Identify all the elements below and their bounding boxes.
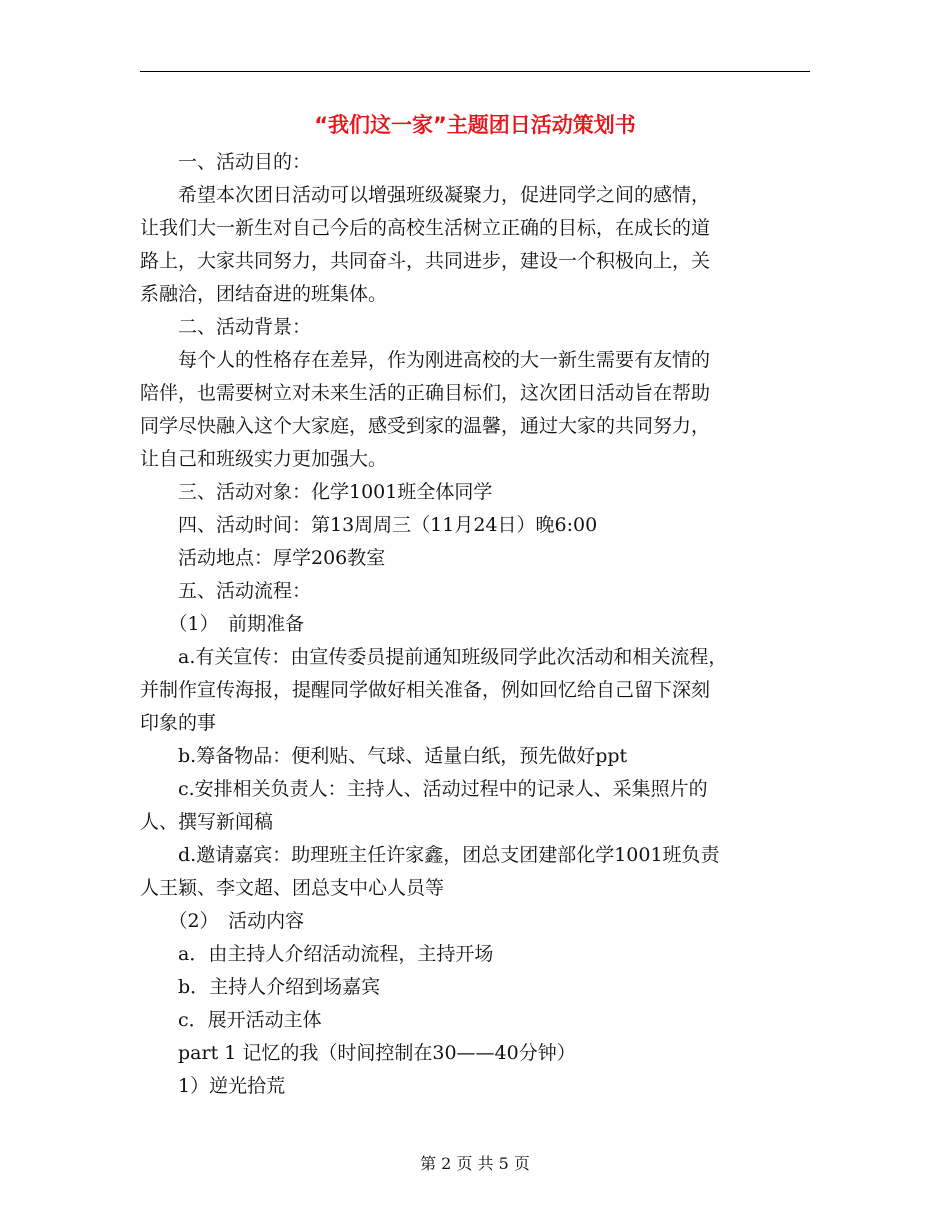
text-line: part 1 记忆的我（时间控制在30——40分钟） [140, 1042, 576, 1064]
text-line: 路上，大家共同努力，共同奋斗，共同进步，建设一个积极向上，关 [140, 250, 711, 272]
text-line: 希望本次团日活动可以增强班级凝聚力，促进同学之间的感情， [140, 184, 711, 206]
text-line: 系融洽，团结奋进的班集体。 [140, 283, 388, 305]
document-title: “我们这一家”主题团日活动策划书 [314, 113, 636, 137]
text-line: 一、活动目的： [140, 151, 312, 173]
text-line: 让我们大一新生对自己今后的高校生活树立正确的目标，在成长的道 [140, 217, 711, 239]
text-line: 陪伴，也需要树立对未来生活的正确目标们，这次团日活动旨在帮助 [140, 382, 711, 404]
header-rule [140, 71, 810, 72]
text-line: a.有关宣传：由宣传委员提前通知班级同学此次活动和相关流程， [140, 646, 728, 668]
text-line: c.安排相关负责人：主持人、活动过程中的记录人、采集照片的 [140, 778, 708, 800]
text-line: 二、活动背景： [140, 316, 312, 338]
text-line: 五、活动流程： [140, 580, 312, 602]
text-line: 印象的事 [140, 712, 217, 734]
text-line: 同学尽快融入这个大家庭，感受到家的温馨，通过大家的共同努力， [140, 415, 711, 437]
text-line: 人、撰写新闻稿 [140, 811, 274, 833]
text-line: （1） 前期准备 [140, 613, 305, 635]
text-line: 并制作宣传海报，提醒同学做好相关准备，例如回忆给自己留下深刻 [140, 679, 711, 701]
text-line: （2） 活动内容 [140, 910, 305, 932]
document-body [140, 146, 810, 1103]
text-line: 每个人的性格存在差异，作为刚进高校的大一新生需要有友情的 [140, 349, 711, 371]
text-line: 人王颖、李文超、团总支中心人员等 [140, 877, 445, 899]
text-line: 三、活动对象：化学1001班全体同学 [140, 481, 493, 503]
page-footer: 第 2 页 共 5 页 [420, 1154, 530, 1173]
text-line: 活动地点：厚学206教室 [140, 547, 386, 569]
text-line: a．由主持人介绍活动流程，主持开场 [140, 943, 494, 965]
text-line: c．展开活动主体 [140, 1009, 322, 1031]
text-line: b．主持人介绍到场嘉宾 [140, 976, 381, 998]
text-line: d.邀请嘉宾：助理班主任许家鑫，团总支团建部化学1001班负责 [140, 844, 720, 866]
text-line: 让自己和班级实力更加强大。 [140, 448, 388, 470]
text-line: 四、活动时间：第13周周三（11月24日）晚6:00 [140, 514, 598, 536]
text-line: b.筹备物品：便利贴、气球、适量白纸，预先做好ppt [140, 745, 628, 767]
text-line: 1）逆光拾荒 [140, 1075, 286, 1097]
